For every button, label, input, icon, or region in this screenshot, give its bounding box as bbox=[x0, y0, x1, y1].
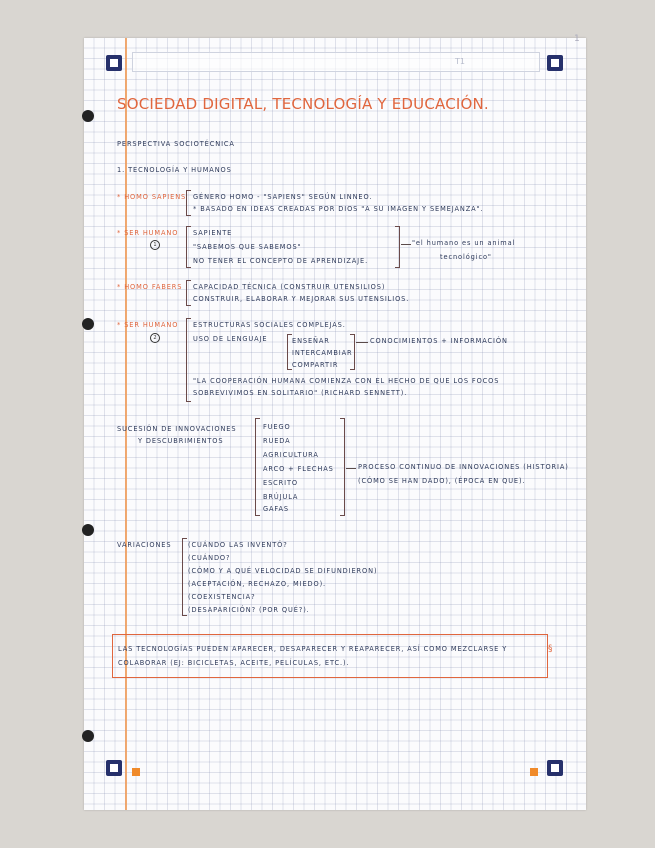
text-line: CONOCIMIENTOS + INFORMACIÓN bbox=[370, 337, 508, 345]
brand-logo-icon bbox=[106, 760, 122, 776]
list-item: (DESAPARICIÓN? (POR QUÉ?). bbox=[188, 606, 310, 614]
page-title: SOCIEDAD DIGITAL, TECNOLOGÍA Y EDUCACIÓN. bbox=[117, 95, 489, 113]
circled-number: 1 bbox=[150, 240, 160, 250]
list-item: RUEDA bbox=[263, 437, 291, 445]
quote-line: SOBREVIVIMOS EN SOLITARIO" (RICHARD SENNETT). bbox=[193, 389, 408, 397]
quote-line: tecnológico" bbox=[440, 253, 492, 261]
list-item: (ACEPTACIÓN, RECHAZO, MIEDO). bbox=[188, 580, 327, 588]
homo-faber-label: * HOMO FABERS bbox=[117, 283, 183, 291]
ser-humano-label: * SER HUMANO bbox=[117, 321, 179, 329]
bracket bbox=[186, 190, 191, 216]
text-line: USO DE LENGUAJE bbox=[193, 335, 268, 343]
text-line: SAPIENTE bbox=[193, 229, 233, 237]
text-line: COMPARTIR bbox=[292, 361, 339, 369]
list-item: FUEGO bbox=[263, 423, 291, 431]
list-item: GAFAS bbox=[263, 505, 290, 513]
list-item: BRÚJULA bbox=[263, 493, 299, 501]
text-line: CAPACIDAD TÉCNICA (CONSTRUIR UTENSILIOS) bbox=[193, 283, 386, 291]
conclusion-line: COLABORAR (EJ: BICICLETAS, ACEITE, PELÍCULAS, ETC.). bbox=[118, 659, 350, 667]
margin-line bbox=[125, 38, 127, 810]
text-line: GÉNERO HOMO - "SAPIENS" SEGÚN LINNEO. bbox=[193, 193, 373, 201]
bracket bbox=[186, 318, 191, 402]
brand-logo-icon bbox=[547, 760, 563, 776]
list-item: (CUÁNDO LAS INVENTÓ? bbox=[188, 541, 288, 549]
notebook-page bbox=[84, 38, 586, 810]
text-line: ENSEÑAR bbox=[292, 337, 330, 345]
ser-humano-label: * SER HUMANO bbox=[117, 229, 179, 237]
orange-square-icon bbox=[530, 768, 538, 776]
conclusion-box bbox=[112, 634, 548, 678]
list-item: (CÓMO Y A QUÉ VELOCIDAD SE DIFUNDIERON) bbox=[188, 567, 378, 575]
bracket bbox=[255, 418, 260, 516]
list-item: ARCO + FLECHAS bbox=[263, 465, 334, 473]
circled-number: 2 bbox=[150, 333, 160, 343]
binder-hole bbox=[82, 730, 94, 742]
quote-line: "LA COOPERACIÓN HUMANA COMIENZA CON EL HECHO DE QUE LOS FOCOS bbox=[193, 377, 500, 385]
text-line: "SABEMOS QUE SABEMOS" bbox=[193, 243, 302, 251]
subtitle: PERSPECTIVA SOCIOTÉCNICA bbox=[117, 140, 235, 148]
corner-page-number: 1 bbox=[574, 34, 580, 44]
binder-hole bbox=[82, 110, 94, 122]
paperclip-icon: § bbox=[548, 644, 553, 654]
orange-square-icon bbox=[132, 768, 140, 776]
brand-logo-icon bbox=[106, 55, 122, 71]
bracket bbox=[350, 334, 355, 370]
conclusion-line: LAS TECNOLOGÍAS PUEDEN APARECER, DESAPARECER Y REAPARECER, ASÍ COMO MEZCLARSE Y bbox=[118, 645, 508, 653]
binder-hole bbox=[82, 524, 94, 536]
variaciones-label: VARIACIONES bbox=[117, 541, 172, 549]
bracket bbox=[182, 538, 187, 616]
text-line: ESTRUCTURAS SOCIALES COMPLEJAS. bbox=[193, 321, 346, 329]
bracket bbox=[186, 226, 191, 268]
text-line: NO TENER EL CONCEPTO DE APRENDIZAJE. bbox=[193, 257, 369, 265]
list-item: ESCRITO bbox=[263, 479, 298, 487]
homo-sapiens-label: * HOMO SAPIENS bbox=[117, 193, 187, 201]
sucesion-label: SUCESIÓN DE INNOVACIONES bbox=[117, 425, 237, 433]
header-number: T1 bbox=[455, 57, 465, 66]
connector-line bbox=[401, 244, 411, 245]
text-line: INTERCAMBIAR bbox=[292, 349, 353, 357]
list-item: AGRICULTURA bbox=[263, 451, 319, 459]
list-item: (COEXISTENCIA? bbox=[188, 593, 256, 601]
header-box bbox=[132, 52, 540, 72]
quote-line: "el humano es un animal bbox=[412, 239, 516, 247]
binder-hole bbox=[82, 318, 94, 330]
text-line: PROCESO CONTINUO DE INNOVACIONES (HISTORIA) bbox=[358, 463, 569, 471]
bracket bbox=[340, 418, 345, 516]
text-line: CONSTRUIR, ELABORAR Y MEJORAR SUS UTENSILIOS. bbox=[193, 295, 410, 303]
text-line: * BASADO EN IDEAS CREADAS POR DIOS "A SU IMAGEN Y SEMEJANZA". bbox=[193, 205, 484, 213]
connector-line bbox=[356, 342, 368, 343]
text-line: (CÓMO SE HAN DADO), (ÉPOCA EN QUE). bbox=[358, 477, 526, 485]
bracket bbox=[186, 280, 191, 306]
bracket bbox=[395, 226, 400, 268]
sucesion-label: Y DESCUBRIMIENTOS bbox=[138, 437, 224, 445]
brand-logo-icon bbox=[547, 55, 563, 71]
connector-line bbox=[346, 468, 356, 469]
list-item: (CUÁNDO? bbox=[188, 554, 231, 562]
section-heading: 1. TECNOLOGÍA Y HUMANOS bbox=[117, 166, 232, 174]
